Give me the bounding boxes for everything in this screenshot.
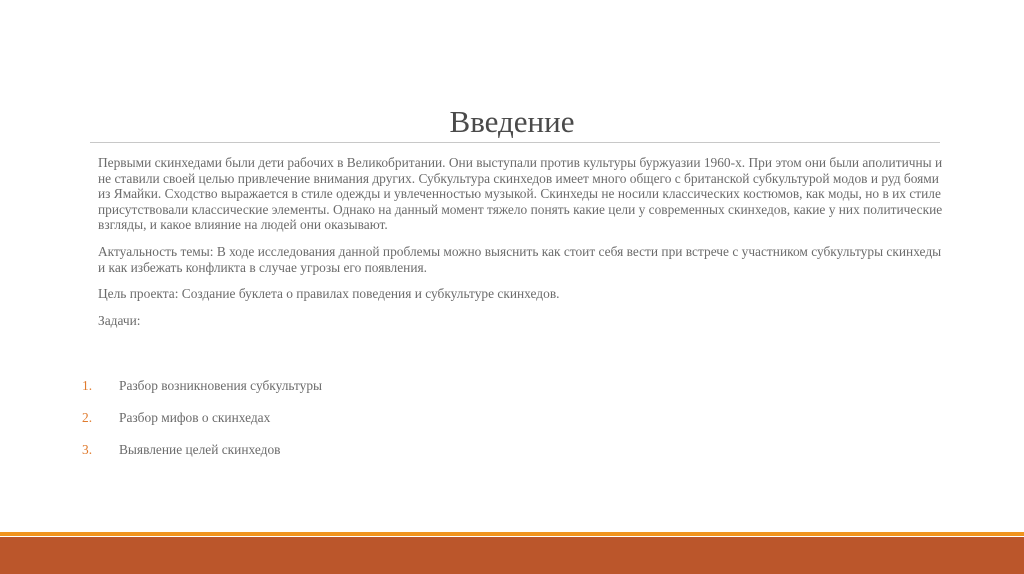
list-item-text: Выявление целей скинхедов <box>119 442 281 457</box>
list-item <box>0 410 600 426</box>
slide-title: Введение <box>449 104 575 139</box>
tasks-heading: Задачи: <box>98 312 141 328</box>
list-item-number: 1. <box>82 378 93 393</box>
goal-paragraph: Цель проекта: Создание буклета о правилах поведения и субкультуре скинхедов. <box>98 286 560 302</box>
relevance-paragraph: Актуальность темы: В ходе исследования данной проблемы можно выяснить как стоит себя вести при встрече с участником субкультуры скинхеды и как избежать конфликта в случае угрозы его появления. <box>98 243 942 275</box>
list-item <box>0 442 600 458</box>
list-item-text: Разбор мифов о скинхедах <box>119 410 271 425</box>
list-item-text: Разбор возникновения субкультуры <box>119 378 323 393</box>
list-item-number: 3. <box>82 442 93 457</box>
slide-body <box>98 155 948 339</box>
title-divider <box>90 142 940 143</box>
intro-paragraph: Первыми скинхедами были дети рабочих в Великобритании. Они выступали против культуры буржуазии 1960-х. При этом они были аполитичны и не ставили своей целью привлечение внимания других. Субкультура скинхедов имеет много общего с британской субкультурой модов и руд боями из Ямайки. Сходство выражается в стиле одежды и увлеченностью музыкой. Скинхеды не носили классических костюмов, как моды, но в их стиле присутствовали классические элементы. Однако на данный момент тяжело понять какие цели у современных скинхедов, какие у них политические взгляды, и какое влияние на людей они оказывают. <box>98 155 943 233</box>
list-item <box>0 378 600 394</box>
list-item-number: 2. <box>82 410 93 425</box>
footer-accent-line <box>0 532 1024 536</box>
footer-band <box>0 537 1024 574</box>
